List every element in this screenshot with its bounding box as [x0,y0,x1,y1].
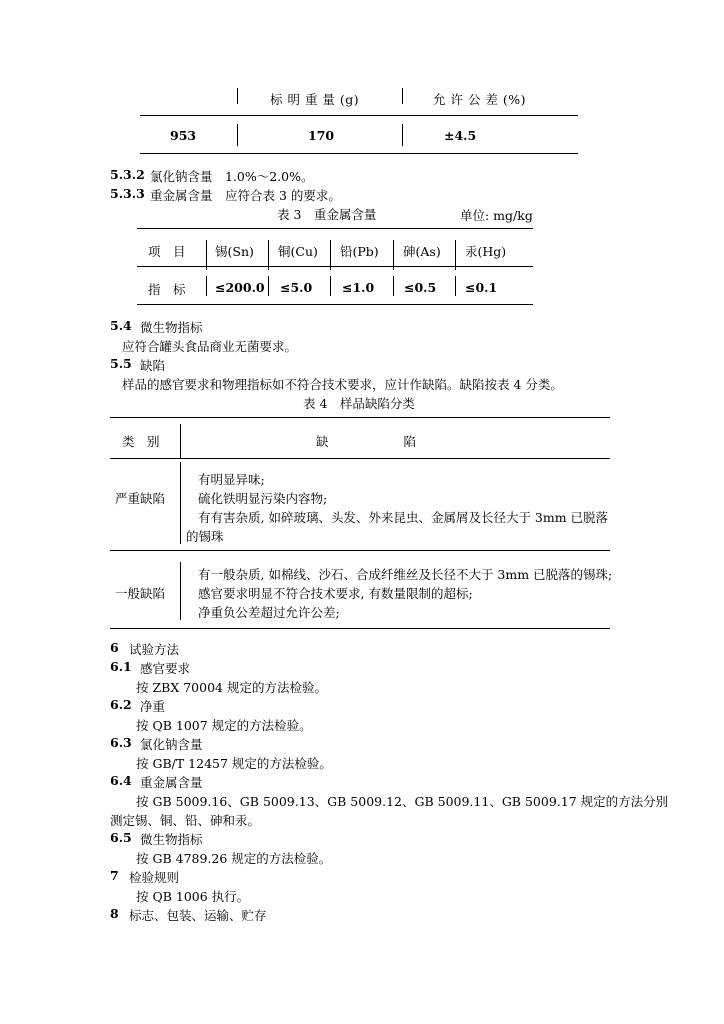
table-divider [237,124,238,146]
top-table-weight: 170 [308,128,335,143]
section-6-1-text: 按 ZBX 70004 规定的方法检验。 [136,680,327,695]
section-number: 6.4 [110,773,132,788]
table-4-header-defect: 缺 陷 [316,434,417,449]
table-rule [110,417,610,418]
section-6-4-text-1: 按 GB 5009.16、GB 5009.13、GB 5009.12、GB 5009.11、GB 5009.17 规定的方法分别 [136,794,669,809]
table-divider [330,276,331,296]
section-number: 7 [110,868,119,883]
section-5-4-text: 应符合罐头食品商业无菌要求。 [122,339,298,354]
table-divider [268,276,269,296]
section-number: 6.5 [110,830,132,845]
section-6-4-text-2: 测定锡、铜、铅、砷和汞。 [110,813,261,828]
severe-defect-line: 有有害杂质, 如碎玻璃、头发、外来昆虫、金属屑及长径大于 3mm 已脱落 [198,510,609,525]
table-rule [140,153,578,154]
table-3-header-pb: 铅(Pb) [340,244,379,259]
table-3-header-sn: 锡(Sn) [215,244,254,259]
general-defect-label: 一般缺陷 [115,586,166,601]
table-rule [137,228,533,229]
section-5-4-title: 微生物指标 [140,320,203,335]
section-number: 5.4 [110,318,132,333]
section-number: 8 [110,906,119,921]
table-rule [140,115,578,116]
section-7-title: 检验规则 [129,870,180,885]
top-table-id: 953 [170,128,197,143]
general-defect-line: 有一般杂质, 如棉线、沙石、合成纤维丝及长径不大于 3mm 已脱落的锡珠; [198,567,613,582]
section-5-5-title: 缺陷 [140,358,166,373]
table-divider [237,88,238,104]
table-3-row-label: 指 标 [148,282,186,297]
table-3-caption: 表 3 重金属含量 [277,207,377,222]
section-number: 6.2 [110,697,132,712]
section-number: 6.1 [110,659,132,674]
table-3-header-as: 砷(As) [403,244,441,259]
table-3-value-as: ≤0.5 [404,280,437,295]
section-6-title: 试验方法 [129,642,180,657]
section-6-3-text: 按 GB/T 12457 规定的方法检验。 [136,756,332,771]
section-6-5-text: 按 GB 4789.26 规定的方法检验。 [136,851,332,866]
section-number: 5.3.2 [110,167,145,182]
section-6-3-title: 氯化钠含量 [140,737,203,752]
table-divider [180,462,181,544]
table-3-header-cu: 铜(Cu) [278,244,318,259]
table-rule [110,550,610,551]
section-number: 6.3 [110,735,132,750]
general-defect-line: 感官要求明显不符合技术要求, 有数量限制的超标; [198,586,473,601]
top-table-header-tolerance: 允 许 公 差 (%) [433,92,527,107]
severe-defect-line: 硫化铁明显污染内容物; [198,491,328,506]
section-5-5-text: 样品的感官要求和物理指标如不符合技术要求，应计作缺陷。缺陷按表 4 分类。 [122,377,563,392]
table-3-value-cu: ≤5.0 [280,280,313,295]
table-divider [402,88,403,104]
table-3-value-sn: ≤200.0 [215,280,265,295]
table-divider [180,562,181,620]
severe-defect-line: 有明显异味; [198,472,265,487]
table-divider [455,276,456,296]
table-3-header-hg: 汞(Hg) [465,244,507,259]
table-rule [137,266,533,267]
table-4-header-category: 类 别 [122,434,160,449]
table-divider [393,276,394,296]
section-number: 5.5 [110,356,132,371]
section-6-4-title: 重金属含量 [140,775,203,790]
table-divider [206,276,207,296]
table-rule [137,304,533,305]
table-rule [110,458,610,459]
top-table-tolerance: ±4.5 [444,128,477,143]
general-defect-line: 净重负公差超过允许公差; [198,605,340,620]
section-7-text: 按 QB 1006 执行。 [136,889,250,904]
table-divider [180,424,181,458]
table-3-header-item: 项 目 [148,244,186,259]
table-4-caption: 表 4 样品缺陷分类 [303,396,415,411]
section-6-1-title: 感官要求 [140,661,191,676]
section-6-5-title: 微生物指标 [140,832,203,847]
section-number: 6 [110,640,119,655]
section-5-3-2-text: 氯化钠含量 1.0%～2.0%。 [150,169,314,184]
section-6-2-text: 按 QB 1007 规定的方法检验。 [136,718,312,733]
top-table-header-weight: 标 明 重 量 (g) [270,92,360,107]
section-number: 5.3.3 [110,186,145,201]
severe-defect-line: 的锡珠 [186,529,224,544]
severe-defect-label: 严重缺陷 [115,491,166,506]
table-3-value-pb: ≤1.0 [342,280,375,295]
section-5-3-3-text: 重金属含量 应符合表 3 的要求。 [150,188,341,203]
section-6-2-title: 净重 [140,699,166,714]
table-divider [402,124,403,146]
section-8-title: 标志、包装、运输、贮存 [129,908,267,923]
table-3-unit: 单位: mg/kg [460,208,533,223]
table-rule [110,628,610,629]
table-3-value-hg: ≤0.1 [465,280,498,295]
